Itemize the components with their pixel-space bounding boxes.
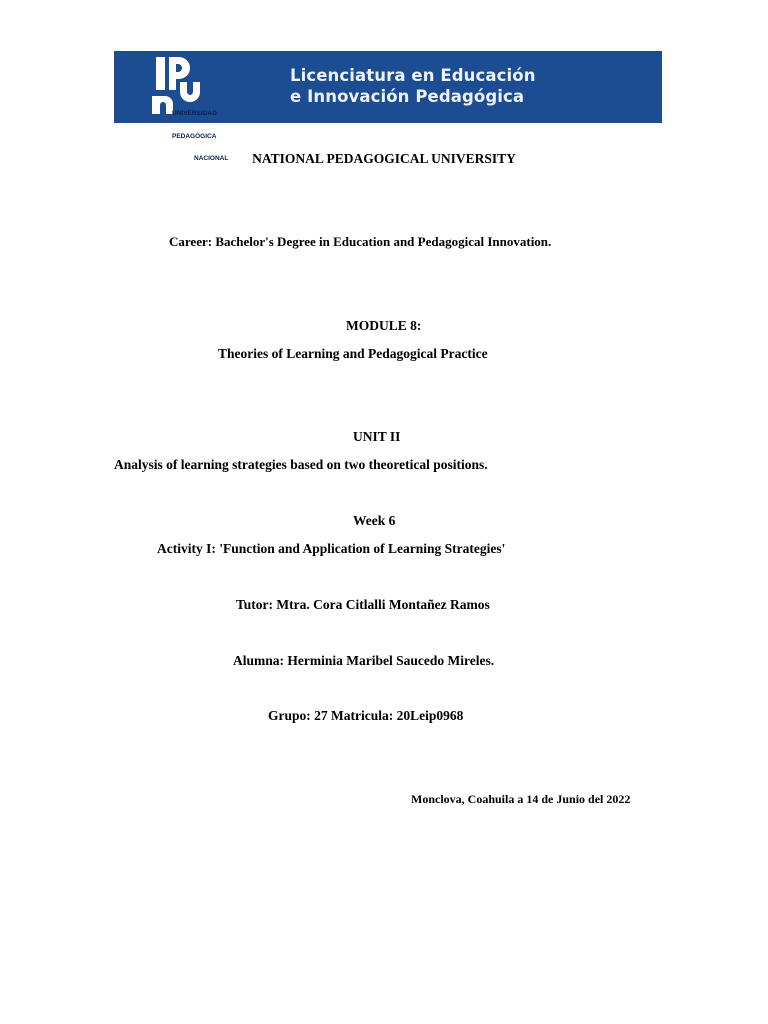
- logo-caption-line-3: NACIONAL: [194, 155, 229, 162]
- module-label: MODULE 8:: [346, 318, 422, 333]
- program-title-line-2: e Innovación Pedagógica: [290, 87, 525, 106]
- place-date-line: Monclova, Coahuila a 14 de Junio del 2022: [411, 792, 631, 806]
- program-title-line-1: Licenciatura en Educación: [290, 66, 536, 85]
- student-line: Alumna: Herminia Maribel Saucedo Mireles.: [233, 653, 495, 668]
- week-label: Week 6: [353, 513, 396, 528]
- logo-caption-line-1: UNIVERSIDAD: [172, 110, 217, 117]
- university-name: NATIONAL PEDAGOGICAL UNIVERSITY: [252, 151, 516, 166]
- unit-label: UNIT II: [353, 429, 401, 444]
- tutor-line: Tutor: Mtra. Cora Citlalli Montañez Ramos: [236, 597, 490, 612]
- unit-title: Analysis of learning strategies based on two theoretical positions.: [114, 457, 488, 472]
- group-id-line: Grupo: 27 Matricula: 20Leip0968: [268, 708, 464, 723]
- module-title: Theories of Learning and Pedagogical Practice: [218, 346, 488, 361]
- program-title: [290, 65, 536, 107]
- logo-caption-line-2: PEDAGÓGICA: [172, 132, 217, 140]
- career-line: Career: Bachelor's Degree in Education and Pedagogical Innovation.: [169, 234, 552, 249]
- activity-title: Activity I: 'Function and Application of Learning Strategies': [157, 541, 506, 556]
